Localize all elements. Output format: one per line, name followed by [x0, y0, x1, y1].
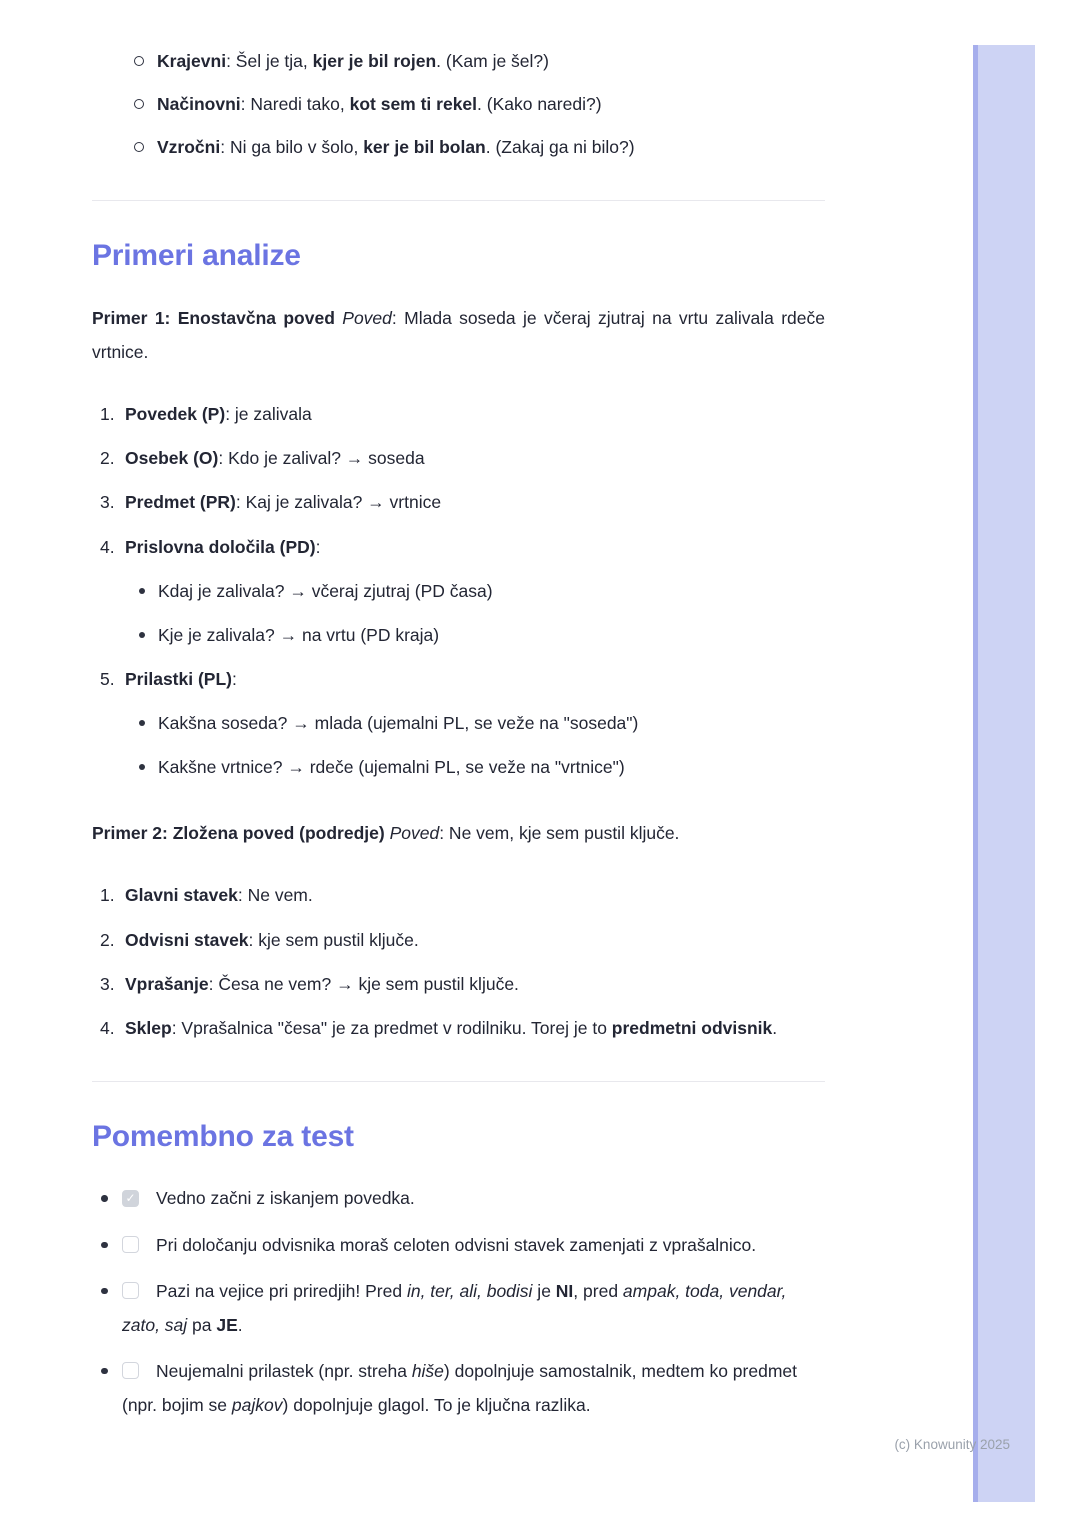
list-item-text [125, 1011, 825, 1045]
text-segment: NI [555, 1280, 574, 1301]
adverbial-clause-list [92, 44, 825, 164]
list-item [92, 87, 825, 121]
text-segment: in, ter, ali, bodisi [406, 1280, 533, 1301]
list-item [92, 1011, 825, 1045]
list-item-text [125, 967, 825, 1001]
text-segment: Sklep [125, 1017, 172, 1038]
text-segment: , pred [573, 1280, 623, 1301]
list-item-text [125, 485, 825, 519]
checklist-item-text [156, 1235, 756, 1255]
list-item [92, 878, 825, 912]
checklist-item [92, 1354, 825, 1422]
text-segment: . (Kam je šel?) [436, 51, 549, 71]
text-segment: kjer je bil rojen [312, 51, 437, 71]
text-segment: Glavni stavek [125, 885, 238, 906]
section-heading-primeri: Primeri analize [92, 239, 301, 273]
text-segment: Neujemalni prilastek (npr. streha [156, 1360, 412, 1381]
checklist-item-text [122, 1281, 786, 1335]
text-segment: : [315, 536, 321, 557]
checkbox[interactable] [122, 1362, 139, 1379]
primer2-intro [92, 816, 825, 850]
text-segment: Kakšna soseda? → mlada (ujemalni PL, se veže na "soseda") [158, 713, 639, 733]
text-segment: : je zalivala [225, 404, 312, 425]
text-segment: : Ni ga bilo v šolo, [220, 137, 364, 158]
text-segment: : [231, 668, 237, 689]
checklist-item-text [156, 1188, 415, 1208]
list-item-text [125, 878, 825, 912]
text-segment: ) dopolnjuje glagol. To je ključna razlika. [282, 1395, 591, 1415]
text-segment: Poved [389, 823, 440, 844]
text-segment: Predmet (PR) [125, 492, 236, 513]
text-segment: Vzročni [157, 137, 221, 158]
section-heading-pomembno: Pomembno za test [92, 1119, 354, 1153]
primer2-analysis-list [92, 878, 825, 1045]
text-segment: Osebek (O) [125, 448, 219, 469]
text-segment: Pri določanju odvisnika moraš celoten odvisni stavek zamenjati z vprašalnico. [156, 1234, 757, 1255]
text-segment: Načinovni [157, 94, 241, 115]
list-item [92, 923, 825, 957]
text-segment: Primer 2: Zložena poved (podredje) [92, 823, 385, 844]
text-segment: hiše [411, 1360, 444, 1381]
checklist-item-text [122, 1361, 797, 1415]
text-segment: je [532, 1280, 556, 1301]
primer1-intro [92, 301, 825, 369]
text-segment: Primer 1: Enostavčna poved [92, 307, 335, 328]
text-segment: JE [216, 1314, 238, 1335]
text-segment: Poved [342, 307, 392, 328]
text-segment: . [772, 1017, 778, 1038]
text-segment: Kakšne vrtnice? → rdeče (ujemalni PL, se veže na "vrtnice") [158, 757, 625, 778]
sub-list [125, 706, 825, 784]
text-segment: Povedek (P) [125, 404, 226, 425]
list-item [92, 397, 825, 431]
text-segment: Vprašanje [125, 973, 209, 994]
list-item [92, 44, 825, 78]
list-item-text [125, 923, 825, 957]
divider [92, 200, 825, 201]
list-item [92, 441, 825, 475]
text-segment: : kje sem pustil ključe. [248, 929, 419, 950]
text-segment: predmetni odvisnik [611, 1017, 773, 1038]
text-segment: : Česa ne vem? → kje sem pustil ključe. [208, 973, 519, 994]
text-segment: pa [187, 1314, 217, 1335]
checkbox[interactable] [122, 1282, 139, 1299]
text-segment: Kdaj je zalivala? → včeraj zjutraj (PD časa) [158, 580, 493, 601]
text-segment: : Vprašalnica "česa" je za predmet v rodilniku. Torej je to [171, 1017, 612, 1038]
list-item [125, 618, 825, 652]
text-segment: ampak, toda, vendar, zato, saj [122, 1280, 787, 1335]
list-item-text [125, 397, 825, 431]
text-segment: Odvisni stavek [125, 929, 249, 950]
document-content [92, 0, 825, 1422]
checklist-item [92, 1274, 825, 1342]
text-segment: : Mlada soseda je včeraj zjutraj na vrtu zalivala rdeče vrtnice. [92, 307, 825, 362]
text-segment: . [237, 1314, 243, 1335]
list-item-text [125, 662, 825, 696]
text-segment: ) dopolnjuje samostalnik, medtem ko predmet (npr. bojim se [122, 1360, 798, 1415]
list-item [92, 130, 825, 164]
text-segment: : Ne vem, kje sem pustil ključe. [439, 823, 680, 844]
sub-list [125, 574, 825, 652]
text-segment: : Šel je tja, [226, 51, 313, 71]
list-item [125, 750, 825, 784]
text-segment: : Ne vem. [237, 885, 313, 906]
text-segment: pajkov [231, 1395, 283, 1415]
text-segment: : Kaj je zalivala? → vrtnice [235, 492, 442, 513]
list-item [92, 967, 825, 1001]
text-segment: Kje je zalivala? → na vrtu (PD kraja) [158, 624, 440, 645]
list-item [125, 574, 825, 608]
checkbox[interactable] [122, 1236, 139, 1253]
list-item [92, 485, 825, 519]
text-segment: Krajevni [157, 51, 227, 71]
scrollbar-track[interactable] [973, 45, 1035, 1502]
list-item [92, 530, 825, 652]
test-checklist [92, 1181, 825, 1422]
text-segment: ker je bil bolan [363, 137, 486, 158]
text-segment: . (Zakaj ga ni bilo?) [485, 137, 635, 158]
divider [92, 1081, 825, 1082]
text-segment: : Naredi tako, [240, 94, 350, 115]
checkbox[interactable] [122, 1190, 139, 1207]
list-item [125, 706, 825, 740]
text-segment: Vedno začni z iskanjem povedka. [156, 1188, 415, 1209]
checklist-item [92, 1228, 825, 1262]
checklist-item [92, 1181, 825, 1215]
list-item-text [125, 441, 825, 475]
text-segment: Prislovna določila (PD) [125, 536, 316, 557]
list-item [92, 662, 825, 784]
primer1-analysis-list [92, 397, 825, 784]
text-segment: : Kdo je zalival? → soseda [218, 448, 425, 469]
text-segment: Prilastki (PL) [125, 668, 232, 689]
text-segment: Pazi na vejice pri priredjih! Pred [156, 1280, 407, 1301]
list-item-text [125, 530, 825, 564]
text-segment: . (Kako naredi?) [477, 94, 602, 115]
text-segment: kot sem ti rekel [349, 94, 478, 115]
copyright: (c) Knowunity 2025 [894, 1437, 1010, 1452]
